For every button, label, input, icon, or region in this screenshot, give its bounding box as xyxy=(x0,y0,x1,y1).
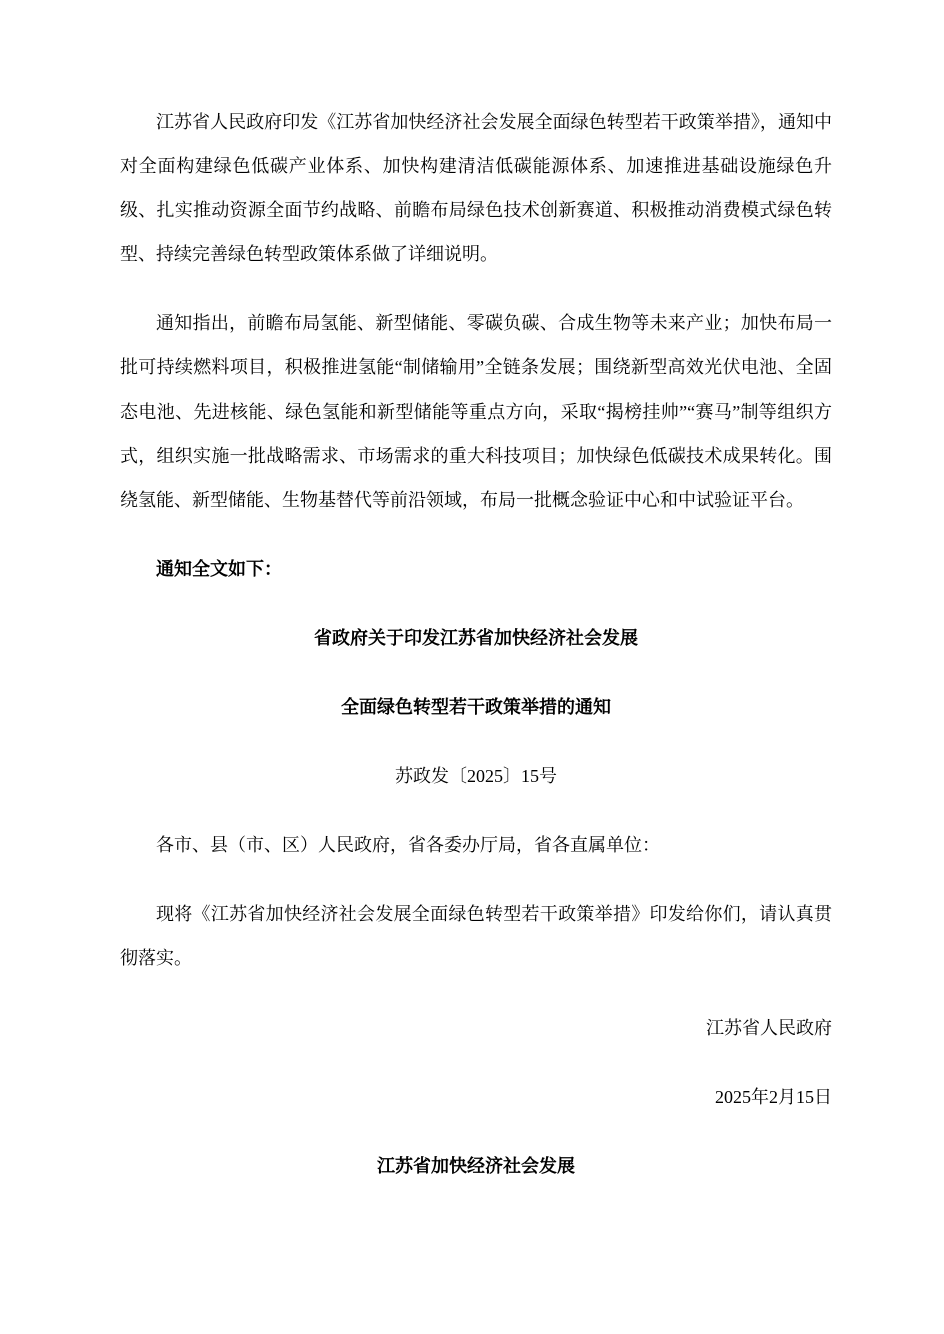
issuer-signature: 江苏省人民政府 xyxy=(706,1017,832,1038)
notice-title-line-1: 省政府关于印发江苏省加快经济社会发展 xyxy=(314,627,638,648)
notice-title-line-2: 全面绿色转型若干政策举措的通知 xyxy=(341,697,611,718)
attachment-title-line-1: 江苏省加快经济社会发展 xyxy=(377,1155,575,1176)
document-number: 苏政发〔2025〕15号 xyxy=(395,766,557,787)
addressees-line: 各市、县（市、区）人民政府，省各委办厅局，省各直属单位： xyxy=(156,835,660,856)
intro-paragraph-1: 江苏省人民政府印发《江苏省加快经济社会发展全面绿色转型若干政策举措》，通知中对全面构建绿色低碳产业体系、加快构建清洁低碳能源体系、加速推进基础设施绿色升级、扎实推动资源全面节约战略、前瞻布局绿色技术创新赛道、积极推动消费模式绿色转型、持续完善绿色转型政策体系做了详细说明。 xyxy=(120,112,832,265)
issue-date: 2025年2月15日 xyxy=(715,1086,832,1107)
issuance-paragraph: 现将《江苏省加快经济社会发展全面绿色转型若干政策举措》印发给你们，请认真贯彻落实。 xyxy=(120,904,832,969)
intro-paragraph-2: 通知指出，前瞻布局氢能、新型储能、零碳负碳、合成生物等未来产业；加快布局一批可持续燃料项目，积极推进氢能“制储输用”全链条发展；围绕新型高效光伏电池、全固态电池、先进核能、绿色氢能和新型储能等重点方向，采取“揭榜挂帅”“赛马”制等组织方式，组织实施一批战略需求、市场需求的重大科技项目；加快绿色低碳技术成果转化。围绕氢能、新型储能、生物基替代等前沿领域，布局一批概念验证中心和中试验证平台。 xyxy=(120,313,832,510)
full-text-lead-in: 通知全文如下： xyxy=(156,558,282,579)
